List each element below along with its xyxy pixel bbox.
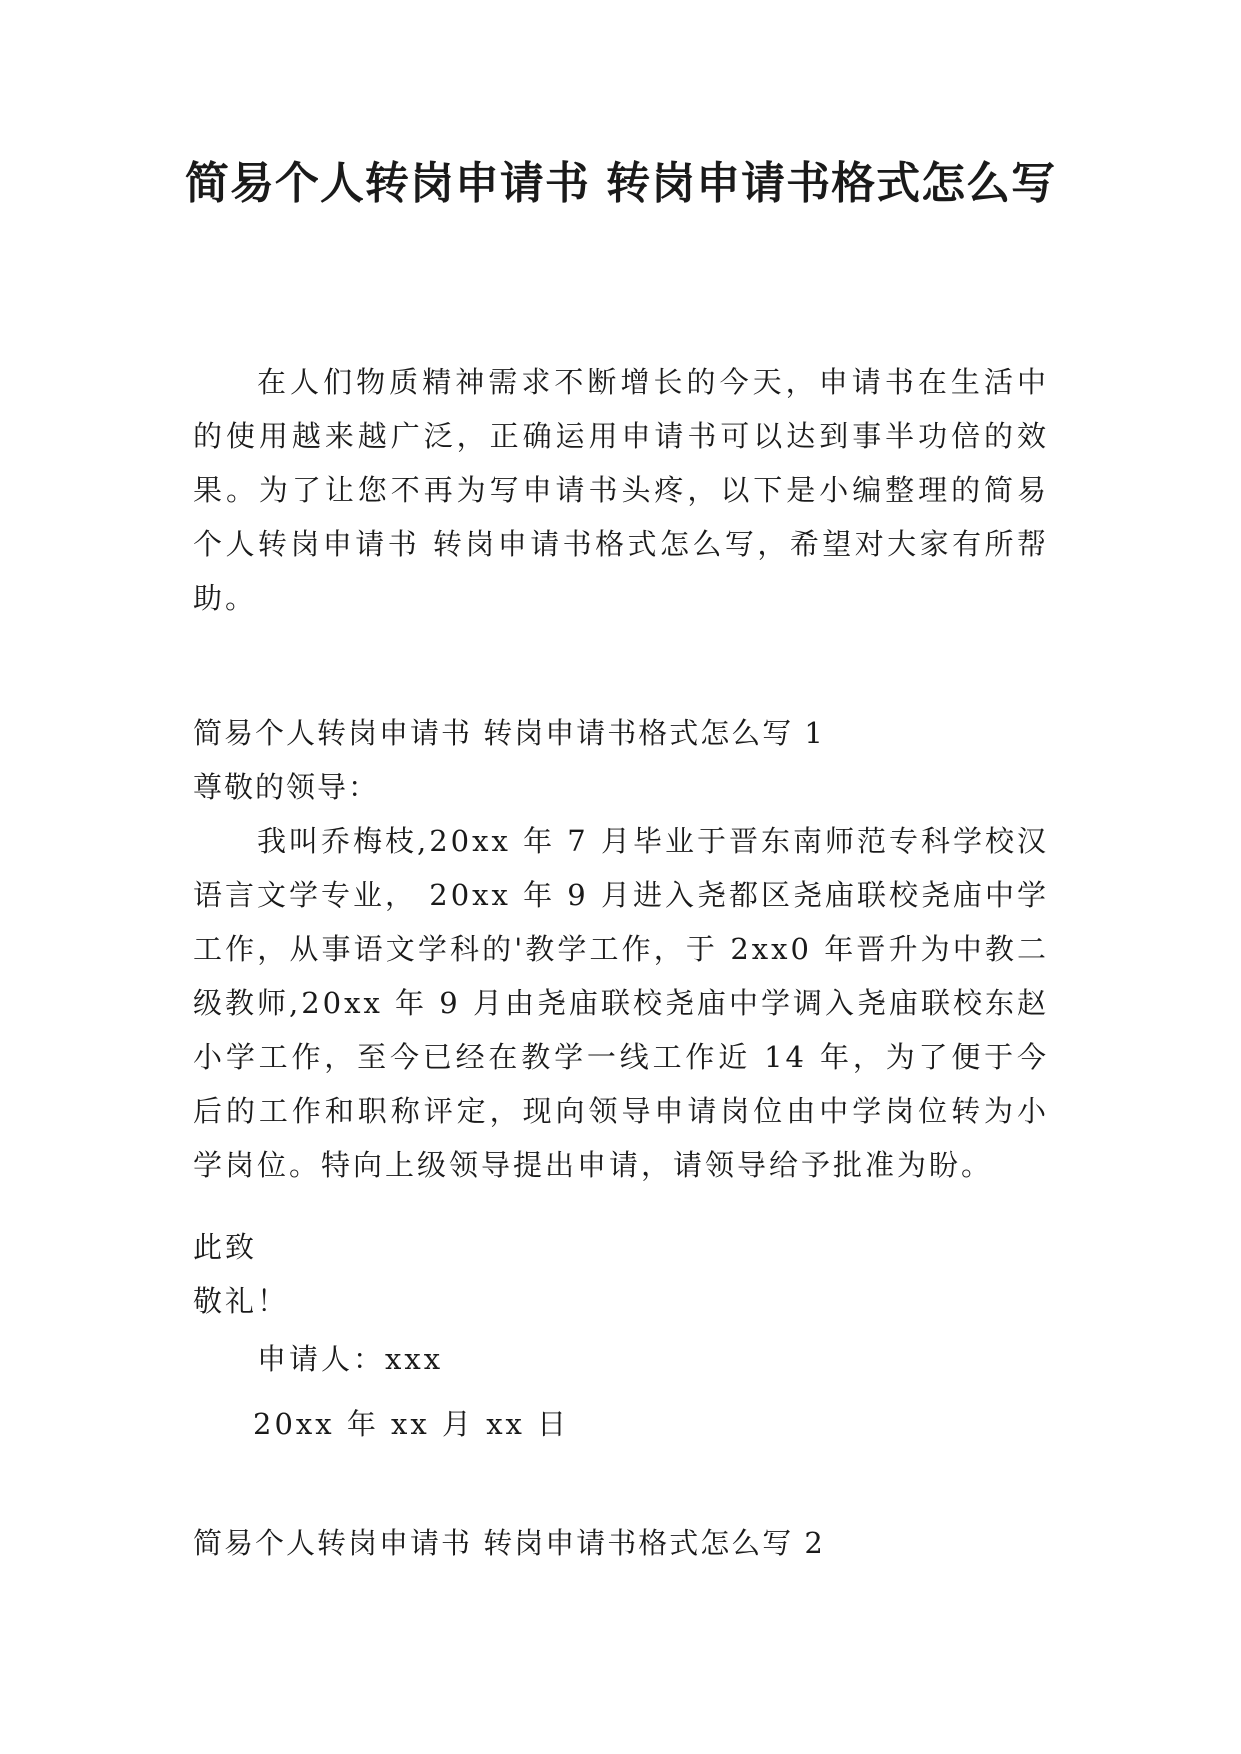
letter-greeting: 尊敬的领导： xyxy=(193,770,380,804)
intro-paragraph: 在人们物质精神需求不断增长的今天，申请书在生活中的使用越来越广泛，正确运用申请书可以达到事半功倍的效果。为了让您不再为写申请书头疼，以下是小编整理的简易个人转岗申请书 转岗申请书格式怎么写，希望对大家有所帮助。 xyxy=(193,365,1049,615)
letter-signer: 申请人：xxx xyxy=(257,1342,444,1376)
section-heading-1: 简易个人转岗申请书 转岗申请书格式怎么写 1 xyxy=(193,716,825,750)
document-title: 简易个人转岗申请书 转岗申请书格式怎么写 xyxy=(184,158,1057,209)
letter-closing-1: 此致 xyxy=(193,1230,258,1264)
letter-date: 20xx 年 xx 月 xx 日 xyxy=(253,1407,570,1441)
letter-closing-2: 敬礼！ xyxy=(193,1284,290,1318)
section-heading-2: 简易个人转岗申请书 转岗申请书格式怎么写 2 xyxy=(193,1526,825,1560)
letter-body: 我叫乔梅枝,20xx 年 7 月毕业于晋东南师范专科学校汉语言文学专业， 20xx 年 9 月进入尧都区尧庙联校尧庙中学工作，从事语文学科的'教学工作，于 2xx0 年晋升为中教二级教师,20xx 年 9 月由尧庙联校尧庙中学调入尧庙联校东赵小学工作，至今已经在教学一线工作近 14 年，为了便于今后的工作和职称评定，现向领导申请岗位由中学岗位转为小学岗位。特向上级领导提出申请，请领导给予批准为盼。 xyxy=(193,824,1049,1182)
